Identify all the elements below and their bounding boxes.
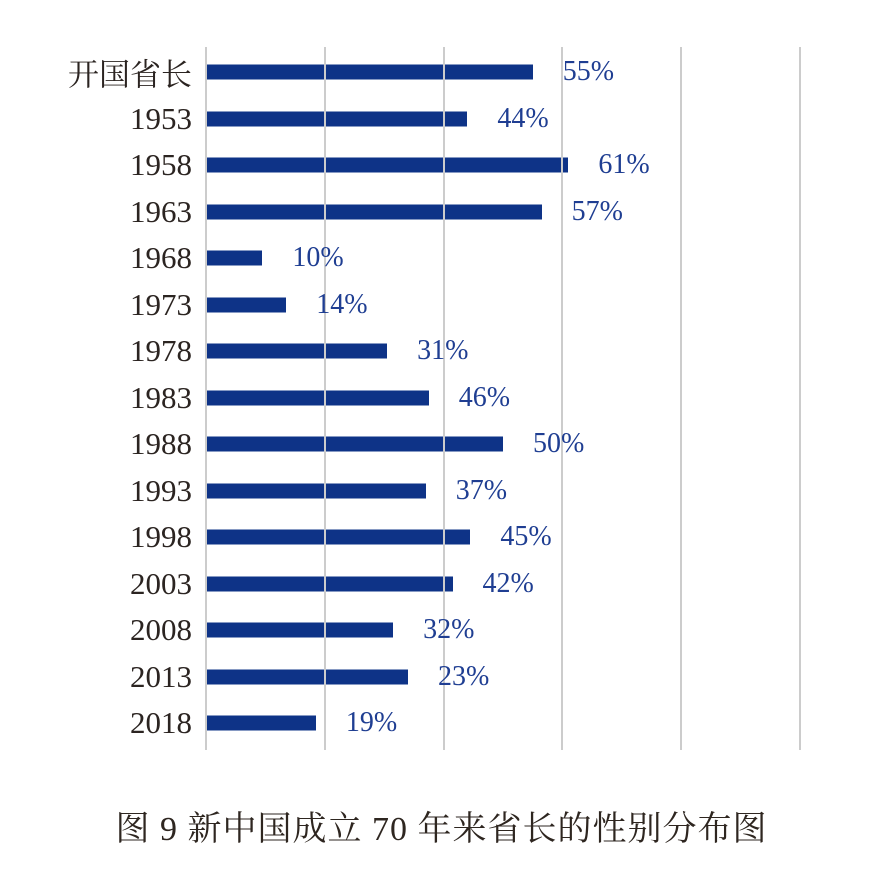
bar bbox=[206, 390, 429, 405]
figure-caption: 图 9 新中国成立 70 年来省长的性别分布图 bbox=[115, 811, 768, 848]
category-label: 1983 bbox=[130, 379, 192, 415]
bar bbox=[206, 65, 533, 80]
bar bbox=[206, 158, 568, 173]
gridline bbox=[205, 47, 207, 750]
category-label: 2013 bbox=[130, 658, 192, 694]
bar-row bbox=[0, 282, 883, 329]
bar bbox=[206, 251, 262, 266]
gridline bbox=[324, 47, 326, 750]
category-label: 1958 bbox=[130, 147, 192, 183]
value-label: 46% bbox=[458, 381, 511, 413]
bar-row bbox=[0, 654, 883, 701]
value-label: 45% bbox=[500, 521, 552, 553]
category-label: 1953 bbox=[130, 100, 192, 136]
bar bbox=[206, 576, 453, 591]
bar-row bbox=[0, 328, 883, 375]
category-label: 1993 bbox=[130, 472, 192, 508]
category-label: 2003 bbox=[130, 565, 192, 601]
value-label: 10% bbox=[292, 242, 344, 274]
bar-row bbox=[0, 142, 883, 189]
category-label: 1988 bbox=[130, 426, 192, 462]
bar-row bbox=[0, 49, 883, 96]
category-label: 1973 bbox=[130, 286, 192, 322]
bar-row bbox=[0, 189, 883, 236]
gridline bbox=[680, 47, 682, 750]
bar-row bbox=[0, 607, 883, 654]
value-label: 19% bbox=[345, 707, 398, 739]
category-label: 1968 bbox=[130, 240, 192, 276]
value-label: 14% bbox=[316, 288, 368, 320]
category-label: 开国省长 bbox=[68, 57, 192, 93]
category-label: 1978 bbox=[130, 333, 192, 369]
bar bbox=[206, 669, 408, 684]
value-label: 42% bbox=[482, 567, 534, 599]
bar-row bbox=[0, 421, 883, 468]
bar-row bbox=[0, 235, 883, 282]
bar-row bbox=[0, 514, 883, 561]
gridline bbox=[561, 47, 563, 750]
bar bbox=[206, 530, 470, 545]
bar bbox=[206, 344, 387, 359]
plot-area bbox=[0, 47, 883, 750]
value-label: 57% bbox=[571, 195, 623, 227]
bar-row bbox=[0, 96, 883, 143]
bar-row bbox=[0, 700, 883, 747]
value-label: 32% bbox=[423, 614, 475, 646]
category-label: 2018 bbox=[130, 705, 192, 741]
category-label: 2008 bbox=[130, 612, 192, 648]
bar bbox=[206, 297, 286, 312]
bar bbox=[206, 623, 393, 638]
bar bbox=[206, 111, 467, 126]
bar bbox=[206, 437, 503, 452]
bar bbox=[206, 716, 316, 731]
value-label: 37% bbox=[455, 474, 508, 506]
category-label: 1998 bbox=[130, 519, 192, 555]
value-label: 55% bbox=[562, 56, 615, 88]
value-label: 23% bbox=[437, 660, 490, 692]
bar-row bbox=[0, 375, 883, 422]
category-label: 1963 bbox=[130, 193, 192, 229]
bar-row bbox=[0, 468, 883, 515]
value-label: 61% bbox=[598, 149, 650, 181]
bar bbox=[206, 483, 426, 498]
value-label: 50% bbox=[533, 428, 585, 460]
bar bbox=[206, 204, 542, 219]
value-label: 31% bbox=[417, 335, 469, 367]
value-label: 44% bbox=[497, 102, 549, 134]
gridline bbox=[799, 47, 801, 750]
bar-row bbox=[0, 561, 883, 608]
